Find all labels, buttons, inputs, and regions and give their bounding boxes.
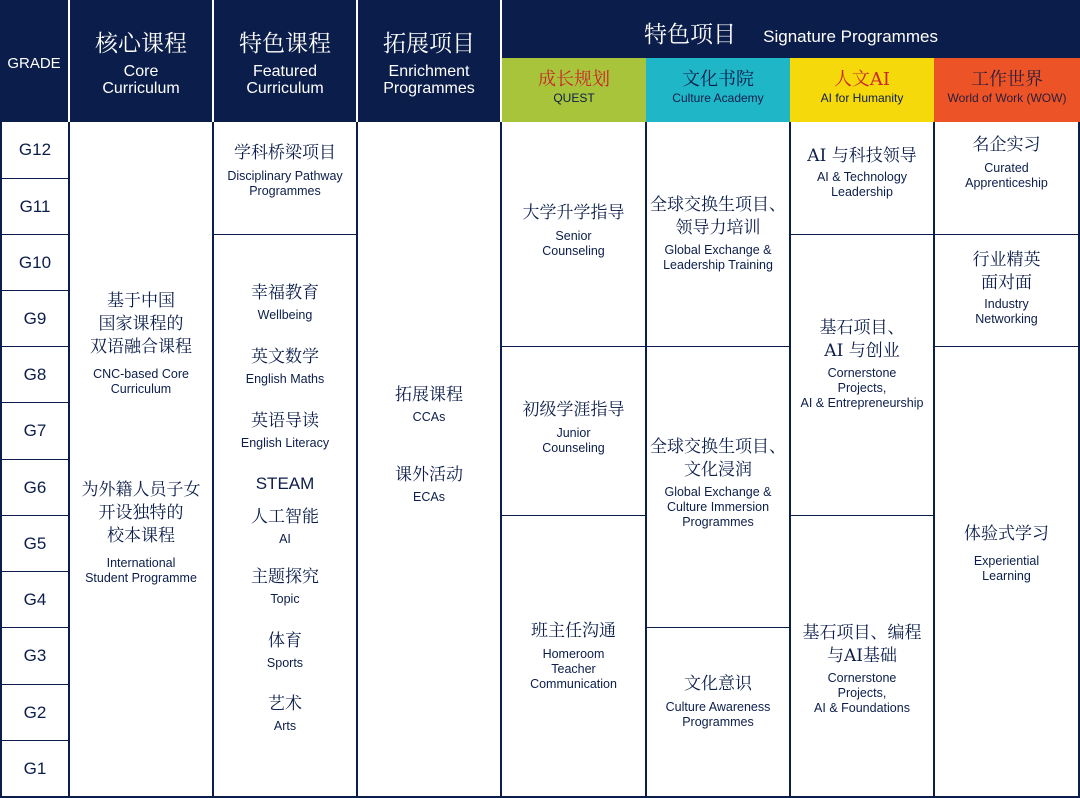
featured-item-topic xyxy=(214,566,356,607)
ai-leadership-cell xyxy=(791,122,933,234)
grade-g2: G2 xyxy=(23,702,47,722)
featured-header xyxy=(214,0,356,122)
grade-g6: G6 xyxy=(23,477,47,497)
culture-leadership-cell xyxy=(647,122,789,346)
featured-item-steam xyxy=(214,473,356,495)
featured-item-zh: 英文数学 xyxy=(251,347,319,367)
featured-item-zh: 主题探究 xyxy=(251,567,319,587)
culture-immersion-en3: Programmes xyxy=(682,515,754,529)
core-isp-zh3: 校本课程 xyxy=(107,526,175,546)
featured-header-en1: Featured xyxy=(252,63,318,80)
wow-net-zh2: 面对面 xyxy=(981,273,1032,293)
culture-immersion-cell xyxy=(647,347,789,627)
grade-g9: G9 xyxy=(23,308,47,328)
quest-junior-cell xyxy=(502,347,645,515)
enrichment-ecas-zh: 课外活动 xyxy=(395,465,463,485)
ai-entre-zh2: AI 与创业 xyxy=(824,341,900,361)
culture-awareness-cell xyxy=(647,628,789,796)
ai-found-zh2: 与AI基础 xyxy=(827,646,897,666)
grade-g11: G11 xyxy=(19,196,51,216)
enrichment-header-en2: Programmes xyxy=(383,80,475,97)
ai-entrepreneurship-cell xyxy=(791,235,933,515)
ai-header xyxy=(790,58,934,122)
core-isp-en1: International xyxy=(106,556,176,570)
wow-appr-zh: 名企实习 xyxy=(972,135,1041,155)
enrichment-ecas xyxy=(358,464,500,505)
quest-junior-zh: 初级学涯指导 xyxy=(522,400,625,420)
wow-appr-en2: Apprenticeship xyxy=(965,176,1048,190)
grade-g10: G10 xyxy=(18,252,52,272)
quest-header xyxy=(502,58,646,122)
featured-item-en: Wellbeing xyxy=(257,308,313,322)
featured-item-en: English Maths xyxy=(245,372,325,386)
grade-g4: G4 xyxy=(23,589,47,609)
featured-header-en2: Curriculum xyxy=(246,80,324,97)
quest-header-en: QUEST xyxy=(553,91,595,105)
featured-list-cell xyxy=(214,235,356,796)
wow-exp-zh: 体验式学习 xyxy=(964,524,1049,544)
featured-item-en: AI xyxy=(279,532,291,546)
ai-entre-zh1: 基石项目、 xyxy=(819,318,905,338)
culture-awareness-zh: 文化意识 xyxy=(684,674,752,694)
culture-awareness-en1: Culture Awareness xyxy=(665,700,771,714)
core-header xyxy=(70,0,212,122)
core-isp-block xyxy=(70,479,212,586)
enrichment-header-zh: 拓展项目 xyxy=(383,31,475,57)
ai-entre-en3: AI & Entrepreneurship xyxy=(800,396,924,410)
quest-senior-en1: Senior xyxy=(555,229,592,243)
core-cnc-zh3: 双语融合课程 xyxy=(90,337,192,357)
wow-header-zh: 工作世界 xyxy=(971,69,1043,90)
core-isp-zh1: 为外籍人员子女 xyxy=(81,480,201,500)
culture-leadership-zh2: 领导力培训 xyxy=(675,218,761,238)
wow-exp-en1: Experiential xyxy=(973,554,1040,568)
wow-experiential-cell xyxy=(935,347,1078,796)
quest-homeroom-en1: Homeroom xyxy=(542,647,605,661)
featured-item-wellbeing xyxy=(214,282,356,323)
culture-header xyxy=(646,58,790,122)
ai-leadership-en2: Leadership xyxy=(831,185,893,199)
core-isp-zh2: 开设独特的 xyxy=(98,503,184,523)
core-cnc-block xyxy=(70,290,212,397)
quest-senior-cell xyxy=(502,122,645,346)
enrichment-header-en1: Enrichment xyxy=(388,63,470,80)
featured-item-zh: STEAM xyxy=(255,474,315,493)
core-header-en1: Core xyxy=(123,63,159,80)
quest-senior-zh: 大学升学指导 xyxy=(522,203,625,223)
core-header-en2: Curriculum xyxy=(102,80,180,97)
core-column xyxy=(70,122,212,796)
enrichment-ccas-en: CCAs xyxy=(412,410,446,424)
wow-net-en2: Networking xyxy=(975,312,1038,326)
ai-entre-en1: Cornerstone xyxy=(827,366,897,380)
grade-g7: G7 xyxy=(23,421,47,440)
ai-header-zh: 人文AI xyxy=(833,69,891,90)
grade-header xyxy=(0,0,68,122)
featured-item-english-maths xyxy=(214,346,356,387)
featured-item-english-literacy xyxy=(214,410,356,451)
quest-junior-en2: Counseling xyxy=(542,441,605,455)
culture-leadership-en1: Global Exchange & xyxy=(664,243,772,257)
featured-item-ai xyxy=(214,506,356,547)
signature-header xyxy=(502,0,1080,58)
featured-item-zh: 体育 xyxy=(268,631,302,651)
wow-net-zh1: 行业精英 xyxy=(972,250,1041,270)
core-header-zh: 核心课程 xyxy=(95,31,187,57)
featured-item-zh: 人工智能 xyxy=(251,507,319,527)
featured-pathway-en2: Programmes xyxy=(249,184,321,198)
featured-item-zh: 英语导读 xyxy=(251,411,319,431)
ai-leadership-zh: AI 与科技领导 xyxy=(807,146,917,166)
quest-homeroom-cell xyxy=(502,516,645,796)
wow-apprenticeship-cell xyxy=(935,122,1078,234)
quest-homeroom-en3: Communication xyxy=(530,677,617,691)
culture-immersion-zh1: 全球交换生项目、 xyxy=(650,437,786,457)
quest-homeroom-en2: Teacher xyxy=(551,662,596,676)
core-cnc-en1: CNC-based Core xyxy=(93,367,189,381)
featured-item-zh: 幸福教育 xyxy=(251,283,319,303)
ai-found-zh1: 基石项目、编程 xyxy=(802,623,922,643)
featured-top-cell xyxy=(214,122,356,234)
grade-g12: G12 xyxy=(18,140,52,159)
ai-leadership-en1: AI & Technology xyxy=(816,170,908,184)
culture-leadership-zh1: 全球交换生项目、 xyxy=(650,195,786,215)
grade-header-label: GRADE xyxy=(7,55,61,72)
ai-found-en1: Cornerstone xyxy=(827,671,897,685)
ai-entre-en2: Projects, xyxy=(837,381,887,395)
quest-junior-en1: Junior xyxy=(556,426,591,440)
enrichment-column xyxy=(358,122,500,796)
enrichment-ccas-zh: 拓展课程 xyxy=(395,385,463,405)
wow-net-en1: Industry xyxy=(984,297,1029,311)
signature-header-en: Signature Programmes xyxy=(763,27,938,46)
wow-header-en: World of Work (WOW) xyxy=(947,91,1067,105)
featured-pathway-zh: 学科桥梁项目 xyxy=(234,143,336,163)
culture-immersion-en1: Global Exchange & xyxy=(664,485,772,499)
featured-item-en: English Literacy xyxy=(240,436,330,450)
grade-g1: G1 xyxy=(23,758,47,778)
enrichment-ccas xyxy=(358,384,500,425)
wow-exp-en2: Learning xyxy=(982,569,1031,583)
core-isp-en2: Student Programme xyxy=(85,571,197,585)
ai-found-en3: AI & Foundations xyxy=(814,701,910,715)
core-cnc-zh2: 国家课程的 xyxy=(98,314,184,334)
wow-header xyxy=(934,58,1080,122)
culture-header-en: Culture Academy xyxy=(672,91,764,105)
featured-pathway-en1: Disciplinary Pathway xyxy=(227,169,343,183)
ai-found-en2: Projects, xyxy=(837,686,887,700)
core-cnc-en2: Curriculum xyxy=(110,382,172,396)
culture-leadership-en2: Leadership Training xyxy=(663,258,773,272)
culture-immersion-zh2: 文化浸润 xyxy=(684,460,752,480)
enrichment-ecas-en: ECAs xyxy=(413,490,445,504)
featured-item-sports xyxy=(214,630,356,671)
grade-g5: G5 xyxy=(23,533,47,553)
culture-immersion-en2: Culture Immersion xyxy=(666,500,770,514)
culture-header-zh: 文化书院 xyxy=(682,69,754,90)
featured-header-zh: 特色课程 xyxy=(239,31,331,57)
enrichment-header xyxy=(358,0,500,122)
featured-item-en: Sports xyxy=(266,656,304,670)
ai-foundations-cell xyxy=(791,516,933,796)
featured-item-en: Topic xyxy=(270,592,300,606)
featured-item-arts xyxy=(214,693,356,734)
core-cnc-zh1: 基于中国 xyxy=(107,291,175,311)
signature-header-zh: 特色项目 xyxy=(644,22,737,48)
grade-g8: G8 xyxy=(23,364,47,384)
quest-senior-en2: Counseling xyxy=(542,244,605,258)
featured-item-en: Arts xyxy=(273,719,297,733)
featured-item-zh: 艺术 xyxy=(268,694,302,714)
wow-appr-en1: Curated xyxy=(984,161,1029,175)
quest-homeroom-zh: 班主任沟通 xyxy=(531,621,616,641)
ai-header-en: AI for Humanity xyxy=(820,91,904,105)
grade-g3: G3 xyxy=(23,646,47,665)
wow-networking-cell xyxy=(935,235,1078,346)
culture-awareness-en2: Programmes xyxy=(682,715,754,729)
quest-header-zh: 成长规划 xyxy=(538,69,610,90)
